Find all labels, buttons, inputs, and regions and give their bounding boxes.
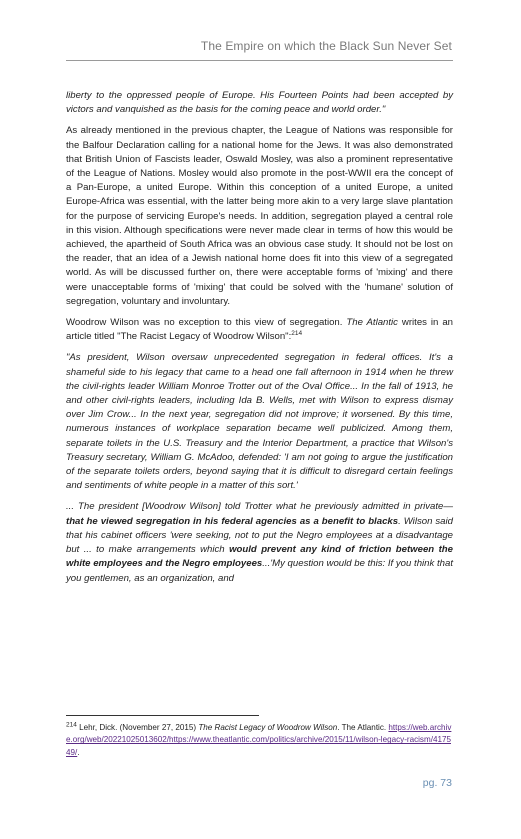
- paragraph-wilson-intro: [66, 316, 453, 344]
- emphasis-friction: would prevent any kind of friction between the white employees and the Negro employees: [66, 544, 453, 570]
- header-divider: [66, 60, 453, 61]
- footnote-ref[interactable]: 214: [291, 330, 303, 338]
- page-number: pg. 73: [422, 777, 452, 789]
- footnote-divider: [66, 715, 259, 716]
- footnote-publisher: . The Atlantic.: [337, 723, 387, 732]
- quote-text: ... The president [Woodrow Wilson] told Trotter what he previously admitted in private—: [66, 501, 453, 513]
- footnote-link[interactable]: https://web.archive.org/web/20221025013602/https://www.theatlantic.com/politics/archive/2015/11/wilson-legacy-racism/417549/: [66, 723, 452, 757]
- wilson-intro-text-end: writes in an article titled "The Racist Legacy of Woodrow Wilson":: [66, 317, 454, 343]
- quote-text: ...'My question would be this: If you think that you gentlemen, as an organization, and: [66, 558, 453, 584]
- paragraph-league-of-nations: As already mentioned in the previous chapter, the League of Nations was responsible for the Balfour Declaration calling for a national home for the Jews. It was also demonstrated that British Union of Fascists leader, Oswald Mosley, was also a prominent representative of the League of Nations. Mosley would also promote in the post-WWII era the concept of a Pan-Europe, a united Europe. Within this conception of a united Europe, a united Europe-Africa was essential, with the latter being more akin to a very large slave plantation for the purpose of servicing Europe's needs. In addition, segregation played a central role in this vision. Although specifications were never made clear in terms of how this would be achieved, the apartheid of South Africa was an obvious case study. It should not be lost on the reader, that an idea of a Jewish national home does fit into this view of a segregated world. As will be discussed further on, there were acceptable forms of 'mixing' and there were unacceptable forms of 'mixing' that could be solved with the 'humane' solution of segregation, voluntary and involuntary.: [66, 125, 453, 307]
- footnote-214: [66, 722, 453, 759]
- footnote-number: 214: [66, 721, 77, 729]
- footnote-author: Lehr, Dick. (November 27, 2015): [76, 723, 199, 732]
- emphasis-benefit: that he viewed segregation in his federal agencies as a benefit to blacks: [66, 515, 399, 527]
- block-quote-trotter: [66, 500, 453, 585]
- quote-text: . Wilson said that his cabinet officers 'were seeking, not to put the Negro employees at a disadvantage but ... to make arrangements which: [66, 515, 453, 556]
- footnote-link-tail: .: [77, 747, 80, 757]
- running-header: The Empire on which the Black Sun Never Set: [200, 39, 452, 53]
- page-body: [66, 89, 453, 593]
- publication-name: The Atlantic: [346, 317, 398, 329]
- block-quote-atlantic: "As president, Wilson oversaw unprecedented segregation in federal offices. It's a shameful side to his legacy that came to a head one fall afternoon in 1914 when he threw the civil-rights leader William Monroe Trotter out of the Oval Office... In the fall of 1913, he and other civil-rights leaders, including Ida B. Wells, met with Wilson to express dismay over Jim Crow... In the next year, segregation did not improve; it worsened. By this time, numerous instances of workplace separation became well publicized. Among them, separate toilets in the U.S. Treasury and the Interior Department, a practice that Wilson's Treasury secretary, William G. McAdoo, defended: 'I am not going to argue the justification of the separate toilets orders, beyond saying that it is difficult to disregard certain feelings and sentiments of white people in a matter of this sort.': [66, 352, 453, 492]
- wilson-intro-text: Woodrow Wilson was no exception to this view of segregation.: [66, 317, 347, 329]
- footnote-title: The Racist Legacy of Woodrow Wilson: [198, 723, 338, 732]
- quote-continuation: liberty to the oppressed people of Europe. His Fourteen Points had been accepted by victors and vanquished as the basis for the coming peace and world order.": [66, 90, 453, 116]
